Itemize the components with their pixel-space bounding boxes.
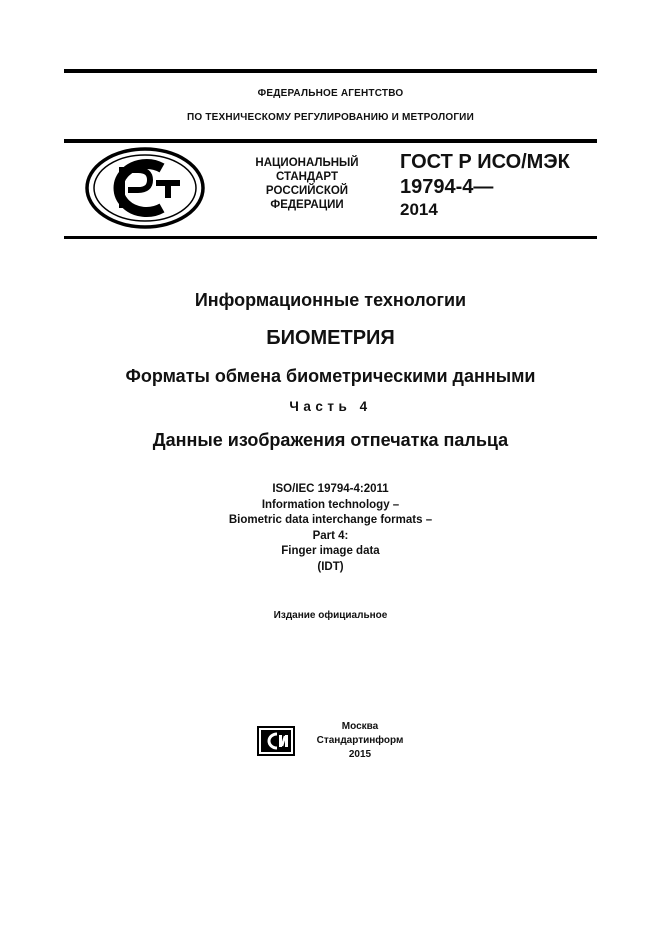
standard-type-line-2: СТАНДАРТ	[276, 171, 338, 183]
header-rule	[64, 139, 597, 143]
part-label: Часть 4	[289, 399, 372, 414]
designation-line-2: 19794-4—	[400, 176, 494, 198]
publisher-block	[300, 720, 420, 762]
edition-label: Издание официальное	[273, 610, 388, 621]
title-line-2: БИОМЕТРИЯ	[266, 327, 395, 349]
title-line-4: Данные изображения отпечатка пальца	[152, 430, 509, 450]
gost-designation	[400, 150, 600, 220]
standard-type-line-4: ФЕДЕРАЦИИ	[270, 199, 344, 211]
iso-line-4: Part 4:	[312, 529, 349, 542]
publisher-name: Стандартинформ	[316, 735, 404, 746]
publisher-year: 2015	[348, 749, 372, 760]
designation-line-1: ГОСТ Р ИСО/МЭК	[400, 151, 570, 173]
designation-line-3: 2014	[400, 200, 438, 219]
iso-line-2: Information technology –	[261, 498, 400, 511]
iso-line-6: (IDT)	[317, 560, 344, 573]
header-bottom-rule	[64, 236, 597, 239]
iso-reference	[0, 482, 661, 575]
iso-line-5: Finger image data	[281, 545, 380, 557]
title-line-1: Информационные технологии	[194, 290, 467, 310]
agency-line-2: ПО ТЕХНИЧЕСКОМУ РЕГУЛИРОВАНИЮ И МЕТРОЛОГИИ	[187, 112, 474, 123]
iso-line-3: Biometric data interchange formats –	[228, 514, 433, 526]
title-line-3: Форматы обмена биометрическими данными	[125, 366, 536, 386]
rst-logo-icon	[84, 146, 206, 230]
top-rule	[64, 69, 597, 73]
standard-type	[244, 156, 370, 212]
standard-type-line-3: РОССИЙСКОЙ	[265, 185, 349, 197]
iso-line-1: ISO/IEC 19794-4:2011	[272, 483, 389, 495]
publisher-city: Москва	[341, 721, 379, 732]
agency-line-1: ФЕДЕРАЛЬНОЕ АГЕНТСТВО	[257, 88, 404, 99]
standartinform-logo-icon	[257, 726, 295, 756]
standard-type-line-1: НАЦИОНАЛЬНЫЙ	[255, 157, 359, 169]
